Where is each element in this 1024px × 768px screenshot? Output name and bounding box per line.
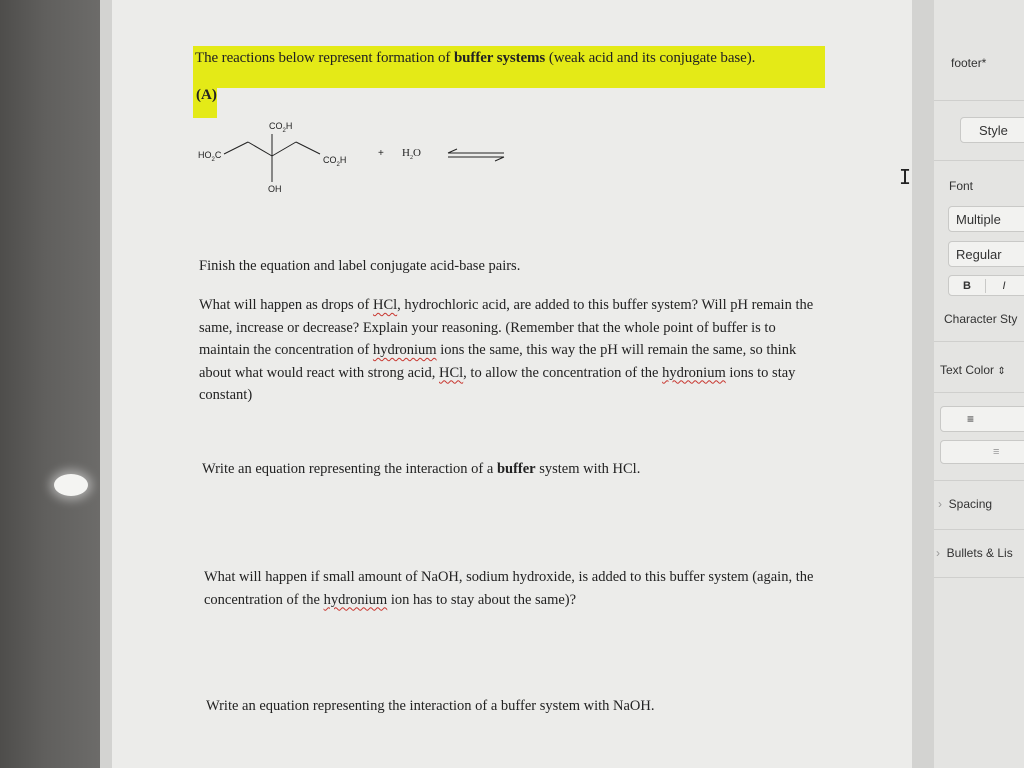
divider [934,100,1024,101]
hcl-question-paragraph[interactable] [199,294,813,407]
spellcheck-word: hydronium [323,591,388,608]
title-bold: buffer systems [453,50,546,66]
left-carboxyl-label: $HO_2C$ [198,150,222,163]
instruction-paragraph[interactable]: Finish the equation and label conjugate acid-base pairs. [199,258,521,274]
style-button[interactable]: Style [960,117,1024,143]
font-family-select[interactable]: Multiple [948,206,1024,232]
chevron-right-icon: › [936,546,940,560]
question-line-2: same, increase or decrease? Explain your reasoning. (Remember that the whole point of buffer is to [199,319,776,336]
right-carboxyl-label: $CO_2H$ [323,155,347,168]
top-carboxyl-label: $CO_2H$ [269,121,293,134]
spellcheck-word: hydronium [662,364,726,381]
updown-chevron-icon: ⇕ [997,366,1006,377]
align-left-icon: ≡ [967,412,975,426]
divider [934,480,1024,481]
hydroxyl-label: OH [268,184,282,194]
divider [934,529,1024,530]
question-line-1: What will happen as drops of HCl, hydrochloric acid, are added to this buffer system? Will pH remain the [199,297,814,313]
spellcheck-word: HCl [439,364,464,381]
font-label: Font [949,179,974,193]
naoh-question-paragraph[interactable] [204,566,813,611]
title-suffix: (weak acid and its conjugate base). [545,50,756,66]
format-inspector [934,0,1024,768]
indent-button[interactable] [940,440,1024,464]
title-text[interactable] [195,50,755,67]
section-label[interactable]: (A) [196,87,217,103]
paragraph-style-label[interactable]: footer* [951,56,987,70]
italic-button[interactable]: I [1002,279,1006,292]
bullets-section[interactable]: › Bullets & Lis [936,546,1013,560]
bold-button[interactable]: B [963,279,971,292]
naoh-line-2: concentration of the hydronium ion has to stay about the same)? [204,591,577,608]
chevron-right-icon: › [938,497,942,511]
question-line-3: maintain the concentration of hydronium ions the same, this way the pH will remain the same, so think [199,342,797,358]
spellcheck-word: hydronium [372,342,437,358]
divider [934,577,1024,578]
naoh-equation-prompt[interactable]: Write an equation representing the interaction of a buffer system with NaOH. [206,698,655,714]
question-line-5: constant) [199,387,253,403]
citric-acid-structure [192,112,522,202]
screen-bezel [0,0,112,768]
text-color-control[interactable]: Text Color ⇕ [940,363,1006,377]
water-label: $H_2O$ [402,147,421,162]
spacing-section[interactable]: › Spacing [938,497,993,511]
chemical-equation [192,112,522,202]
naoh-line-1: What will happen if small amount of NaOH, sodium hydroxide, is added to this buffer system (again, the [204,569,814,585]
divider [934,392,1024,393]
plus-sign: + [378,148,384,159]
align-left-button[interactable] [940,406,1024,432]
character-styles-select[interactable]: Character Sty [944,312,1018,326]
question-line-4: about what would react with strong acid, HCl, to allow the concentration of the hydronium ions to stay [199,364,796,381]
light-glare [54,474,88,496]
text-format-buttons [948,275,1024,296]
title-prefix: The reactions below represent formation of [195,50,454,66]
divider [934,341,1024,342]
indent-icon: ≡ [993,446,1000,458]
font-style-select[interactable]: Regular [948,241,1024,267]
text-cursor-icon: I [899,165,912,189]
spellcheck-word: HCl [372,297,398,313]
hcl-equation-prompt[interactable]: Write an equation representing the interaction of a buffer system with HCl. [202,461,641,477]
divider [934,160,1024,161]
